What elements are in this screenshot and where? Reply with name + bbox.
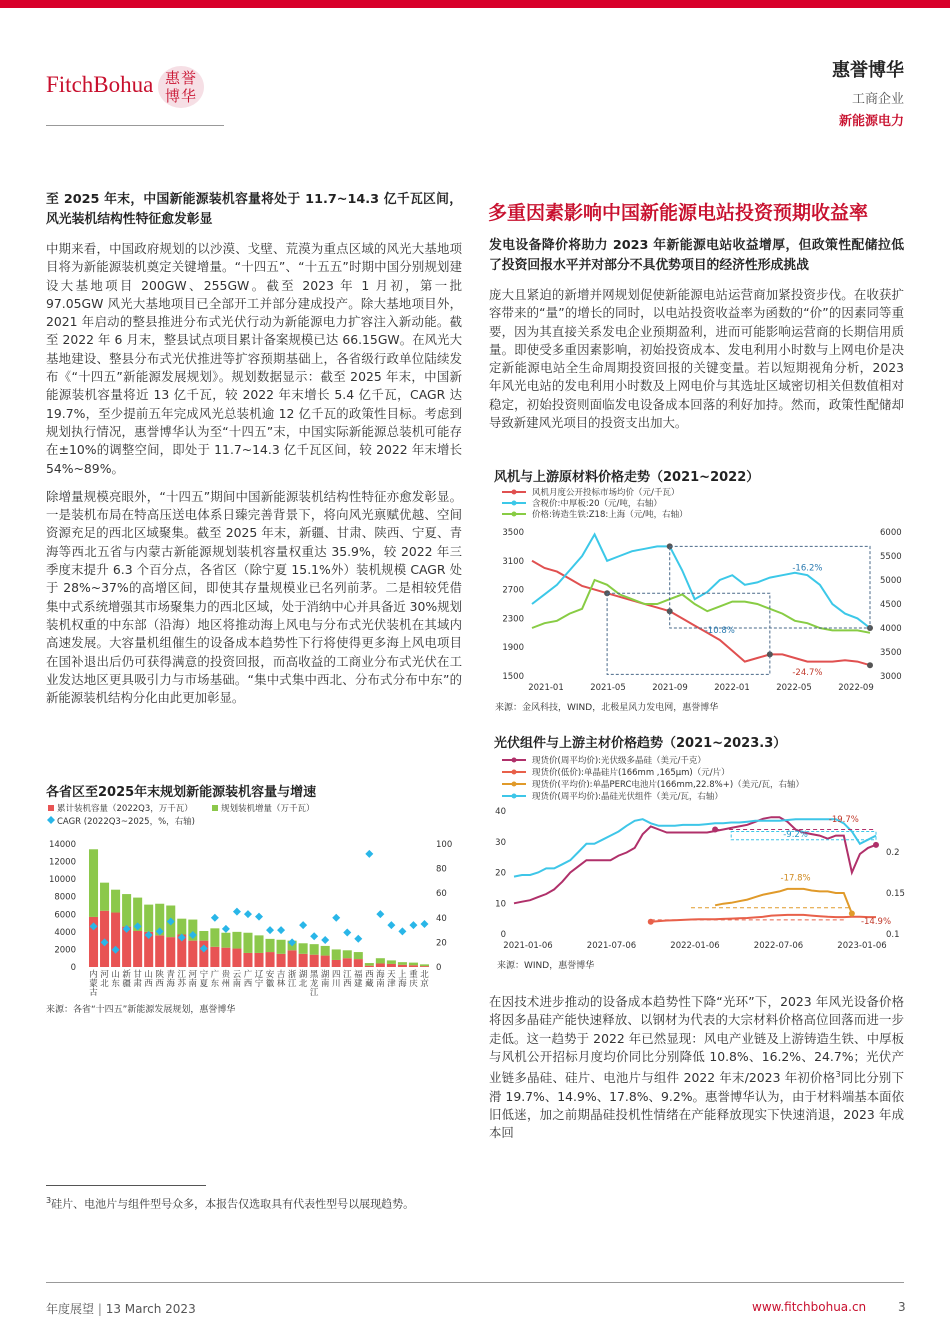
- company-name: 惠誉博华: [832, 60, 904, 81]
- bar-cumulative: [310, 955, 319, 967]
- category-char: 林: [276, 979, 286, 989]
- bar-cumulative: [243, 953, 252, 967]
- bar-increment: [387, 960, 396, 964]
- bar-cumulative: [420, 966, 429, 967]
- y-tick-right: 0: [436, 963, 442, 973]
- x-tick-label: 2021-05: [590, 683, 626, 693]
- y-tick-right: 4000: [880, 624, 902, 634]
- category-char: 东: [210, 979, 220, 989]
- category-char: 苏: [177, 979, 187, 989]
- category-char: 山: [144, 970, 153, 980]
- category-label: [409, 969, 418, 989]
- logo-divider: [46, 125, 224, 126]
- annotation-label: -16.2%: [792, 563, 823, 574]
- cagr-point: [354, 935, 362, 943]
- category-char: 重: [409, 970, 418, 980]
- y-tick-right: 60: [436, 889, 447, 900]
- category-label: [255, 970, 264, 989]
- right-paragraph-2: [489, 993, 904, 1143]
- bar-cumulative: [232, 949, 241, 967]
- wind-chart-title: 风机与上游原材料价格走势（2021~2022）: [494, 470, 760, 485]
- right-paragraph-1: 庞大且紧迫的新增并网规划促使新能源电站运营商加紧投资步伐。在收获扩容带来的“量”的增长的同时，以电站投资收益率为函数的“价”的因素同等重要，因为其直接关系发电企业预期盈利，进而可能影响运营商的长期信用质量。即使受多重因素影响，初始投资成本、发电利用小时数与上网电价是决定新能源电站全生命周期投资回报的关键变量。若以短期视角分析，2023 年风光电站的发电利用小时数及上网电价与其选址区域密切相关但数值相对稳定，初始投资则面临发电设备成本回落的利好加持。然而，政策性配储却导致新建风光项目的投资支出加大。: [489, 287, 904, 431]
- category-label: [222, 969, 231, 989]
- category-char: 吉: [276, 970, 286, 980]
- right-column-bottom: [489, 993, 904, 1143]
- y-tick-left: 2000: [54, 945, 76, 956]
- cagr-point: [409, 921, 417, 929]
- y-tick-left: 2300: [502, 614, 524, 625]
- annotation-label: -10.8%: [704, 625, 735, 636]
- category-label: [321, 969, 330, 989]
- y-tick-right: 100: [436, 840, 453, 850]
- marker-point: [873, 842, 879, 848]
- y-tick-right: 5500: [880, 552, 902, 562]
- category-char: 湖: [320, 970, 330, 980]
- category-char: 辽: [254, 970, 264, 980]
- y-tick-right: 40: [436, 913, 447, 924]
- category-char: 四: [331, 970, 341, 980]
- right-paragraph-2-text: 在因技术进步推动的设备成本趋势性下降“光环”下，2023 年风光设备价格将因多晶硅产能快速释放、以钢材为代表的大宗材料价格高位回落而进一步走低。这一趋势于 2022 年已然显现：风电产业链及上游铸造生铁、中厚板与风机公开招标月度均价同比分别降低 10.8%、16.2%、24.7%；光伏产业链多晶硅、硅片、电池片与组件 2022 年末/2023 年初价格: [489, 994, 904, 1086]
- y-tick-left: 12000: [48, 857, 76, 868]
- bar-cumulative: [111, 913, 120, 967]
- category-char: 江: [309, 988, 319, 998]
- sector-label: 工商企业: [851, 92, 904, 107]
- province-capacity-chart: [40, 800, 465, 1000]
- category-char: 河: [188, 970, 198, 980]
- category-label: [166, 969, 175, 989]
- bar-increment: [321, 946, 330, 956]
- category-label: [277, 969, 286, 989]
- series-line: [532, 561, 870, 665]
- category-char: 蒙: [89, 979, 98, 989]
- category-label: [343, 970, 352, 989]
- series-line: [514, 819, 876, 876]
- bar-increment: [232, 932, 241, 949]
- category-char: 陕: [155, 970, 164, 980]
- category-label: [310, 970, 319, 998]
- series-line: [532, 534, 870, 628]
- bar-cumulative: [321, 956, 330, 967]
- y-tick-left: 8000: [54, 892, 76, 903]
- category-label: [100, 970, 109, 989]
- category-char: 黑: [309, 970, 319, 980]
- bar-increment: [332, 949, 341, 960]
- legend-marker: [512, 794, 517, 799]
- annotation-label: -19.7%: [828, 814, 859, 825]
- bar-cumulative: [409, 965, 418, 967]
- cagr-point: [321, 936, 329, 944]
- cagr-point: [266, 926, 274, 934]
- annotation-label: -14.9%: [860, 917, 892, 928]
- category-label: [211, 969, 220, 989]
- pv-price-chart: [492, 750, 912, 956]
- series-line: [715, 889, 852, 914]
- x-tick-label: 2022-07-06: [753, 941, 804, 951]
- category-char: 江: [177, 970, 187, 980]
- cagr-point: [299, 921, 307, 929]
- right-paragraph-2-rest: 同比分别下滑 19.7%、14.9%、17.8%、9.2%。惠誉博华认为，由于材料端基本面依旧低迷，加之前期晶硅投机性情绪在产能释放现实下快速消退，2023 年成本回: [489, 1070, 904, 1141]
- left-paragraph-1: 中期来看，中国政府规划的以沙漠、戈壁、荒漠为重点区域的风光大基地项目将为新能源装机奠定关键增量。“十四五”、“十五五”时期中国分别规划建设大基地项目 200GW、255GW。截至 2023 年 1 月初，第一批 97.05GW 风光大基地项目已全部开工并部分建成投产。除大基地项目外，2021 年启动的整县推进分布式光伏行动为新能源电力扩容注入新动能。截至 2022 年 6 月末，整县试点项目累计备案规模已达 66.15GW。在风光大基地建设、整县分布式光伏推进等扩容预期基础上，各省级行政单位陆续发布《“十四五”新能源发展规划》。规划数据显示：截至 2025 年末，中国新能源装机容量将近 13 亿千瓦，较 2022 年末增长 5.4 亿千瓦，CAGR 达 19.7%，至少提前五年完成风光总装机逾 12 亿千瓦的政策性目标。考虑到规划执行情况，惠誉博华认为至“十四五”末，中国实际新能源总装机可能存在±10%的调整空间，即处于 11.7~14.3 亿千瓦区间，较 2022 年末增长 54%~89%。: [46, 241, 462, 476]
- bar-increment: [221, 933, 230, 948]
- cagr-point: [420, 920, 428, 928]
- category-char: 西: [144, 979, 153, 989]
- category-char: 内: [89, 970, 98, 980]
- category-char: 夏: [199, 979, 209, 989]
- section-title: 多重因素影响中国新能源电站投资预期收益率: [488, 202, 869, 224]
- bar-cumulative: [155, 935, 164, 967]
- x-tick-label: 2022-05: [776, 683, 812, 693]
- bar-increment: [254, 935, 263, 953]
- wind-price-chart: [492, 484, 912, 698]
- category-label: [398, 969, 407, 989]
- category-char: 西: [155, 979, 164, 989]
- y-tick-left: 1900: [502, 643, 524, 654]
- category-char: 肃: [133, 979, 142, 989]
- bar-increment: [111, 890, 120, 913]
- category-char: 山: [111, 970, 120, 980]
- category-char: 南: [232, 979, 242, 989]
- wind-chart-source: 来源：金风科技，WIND，北极星风力发电网，惠誉博华: [495, 703, 719, 713]
- bar-chart-source: 来源：各省“十四五”新能源发展规划，惠誉博华: [46, 1005, 236, 1015]
- x-tick-label: 2022-09: [838, 683, 874, 693]
- category-label: [244, 969, 253, 989]
- category-label: [420, 969, 429, 989]
- x-tick-label: 2021-07-06: [586, 941, 637, 951]
- bar-cumulative: [210, 947, 219, 967]
- category-char: 天: [387, 970, 396, 980]
- logo-seal: [158, 66, 204, 108]
- y-tick-right: 6000: [880, 528, 902, 538]
- footer-divider: [46, 1282, 904, 1283]
- x-tick-label: 2022-01-06: [670, 941, 720, 951]
- bar-cumulative: [166, 937, 175, 967]
- y-tick-right: 20: [436, 938, 447, 949]
- bar-cumulative: [343, 958, 352, 967]
- category-label: [144, 969, 153, 989]
- bar-increment: [398, 962, 407, 965]
- category-label: [200, 969, 209, 989]
- category-char: 海: [376, 970, 385, 980]
- category-char: 海: [398, 979, 407, 989]
- footnote-marker: 3: [46, 1196, 52, 1205]
- category-char: 北: [298, 979, 308, 989]
- bar-cumulative: [221, 948, 230, 967]
- y-tick-right: 3000: [880, 672, 902, 682]
- fitchbohua-logo: [46, 66, 216, 108]
- series-line: [651, 915, 876, 922]
- bar-increment: [210, 928, 219, 946]
- pv-chart-title: 光伏组件与上游主材价格趋势（2021~2023.3）: [494, 736, 787, 751]
- y-tick-left: 30: [495, 837, 506, 848]
- cagr-point: [387, 921, 395, 929]
- category-char: 疆: [122, 979, 131, 989]
- category-char: 湖: [298, 970, 308, 980]
- y-tick-left: 6000: [54, 910, 76, 921]
- bar-increment: [144, 905, 153, 932]
- cagr-point: [222, 925, 230, 933]
- footer-report: 年度展望: [46, 1302, 95, 1316]
- cagr-point: [255, 913, 263, 921]
- cagr-point: [376, 910, 384, 918]
- bar-increment: [199, 931, 208, 941]
- bar-increment: [243, 933, 252, 953]
- category-char: 川: [331, 979, 341, 989]
- category-label: [133, 969, 142, 989]
- annotation-label: -17.8%: [780, 873, 811, 884]
- category-char: 云: [232, 970, 242, 980]
- bar-increment: [89, 849, 98, 917]
- category-char: 南: [320, 979, 330, 989]
- category-char: 州: [221, 979, 231, 989]
- category-char: 安: [265, 970, 275, 980]
- y-tick-right: 3500: [880, 648, 902, 658]
- category-char: 广: [210, 970, 220, 980]
- legend-swatch-increment: [212, 805, 218, 811]
- subsector-label: 新能源电力: [838, 114, 904, 129]
- category-char: 福: [354, 970, 363, 980]
- legend-marker: [512, 501, 517, 506]
- bar-increment: [376, 958, 385, 963]
- category-char: 海: [166, 979, 175, 989]
- category-char: 宁: [254, 979, 264, 989]
- bar-increment: [420, 964, 429, 966]
- category-char: 西: [343, 979, 352, 989]
- marker-point: [712, 826, 718, 832]
- legend-label: 现货价(平均价):单晶PERC电池片(166mm,22.8%+)（美元/瓦，右轴）: [532, 780, 805, 790]
- x-tick-label: 2021-01-06: [503, 941, 553, 951]
- category-label: [155, 969, 164, 989]
- category-char: 西: [243, 979, 253, 989]
- y-tick-left: 0: [70, 963, 76, 973]
- y-tick-left: 3100: [502, 556, 524, 567]
- category-char: 建: [354, 979, 363, 989]
- y-tick-left: 3500: [502, 528, 524, 538]
- legend-label: 含税价:中厚板:20（元/吨，右轴）: [532, 499, 662, 509]
- category-label: [266, 969, 275, 989]
- legend-marker: [512, 758, 517, 763]
- category-char: 江: [343, 970, 352, 980]
- category-label: [376, 969, 385, 989]
- category-char: 北: [420, 970, 429, 980]
- cagr-point: [332, 914, 340, 922]
- category-label: [111, 969, 120, 989]
- category-label: [332, 970, 341, 989]
- category-char: 西: [365, 970, 374, 980]
- legend-marker: [512, 770, 517, 775]
- y-tick-left: 10000: [48, 875, 76, 886]
- bar-cumulative: [376, 963, 385, 967]
- bar-increment: [299, 943, 308, 954]
- bar-increment: [354, 952, 363, 959]
- y-tick-left: 20: [495, 868, 506, 879]
- legend-label: 风机月度公开投标市场均价（元/千瓦）: [532, 488, 680, 498]
- marker-point: [867, 662, 873, 668]
- y-tick-left: 14000: [48, 840, 76, 850]
- cagr-point: [310, 932, 318, 940]
- category-label: [387, 970, 396, 989]
- cagr-point: [398, 927, 406, 935]
- y-tick-left: 2700: [502, 585, 524, 596]
- category-char: 宁: [199, 970, 209, 980]
- x-tick-label: 2021-01: [528, 683, 564, 693]
- y-tick-left: 10: [495, 899, 506, 910]
- category-char: 徽: [265, 979, 275, 989]
- category-label: [122, 969, 131, 989]
- bar-cumulative: [398, 965, 407, 967]
- cagr-point: [244, 910, 252, 918]
- category-label: [365, 970, 374, 989]
- bar-increment: [310, 944, 319, 955]
- category-char: 浙: [287, 970, 297, 980]
- bar-cumulative: [354, 959, 363, 967]
- bar-increment: [100, 883, 109, 911]
- bar-cumulative: [277, 954, 286, 967]
- category-char: 青: [166, 970, 175, 980]
- right-column-top: [489, 236, 904, 432]
- y-tick-right: 5000: [880, 576, 902, 586]
- bar-increment: [343, 950, 352, 958]
- footnote-ref: 3: [835, 1070, 841, 1080]
- legend-label-cumulative: 累计装机容量（2022Q3，万千瓦）: [57, 804, 193, 814]
- category-char: 京: [420, 979, 429, 989]
- legend-label: 现货价(低价):单晶硅片(166mm ,165μm)（元/片）: [532, 768, 730, 778]
- page-number: 3: [898, 1300, 906, 1314]
- x-tick-label: 2021-09: [652, 683, 688, 693]
- category-char: 藏: [365, 979, 374, 989]
- marker-point: [648, 919, 654, 925]
- bar-increment: [409, 963, 418, 966]
- bar-cumulative: [188, 941, 197, 967]
- category-char: 津: [387, 979, 396, 989]
- legend-swatch-cagr: [47, 816, 55, 824]
- category-label: [233, 970, 242, 989]
- footer-left: 年度展望 | 13 March 2023: [46, 1302, 196, 1316]
- series-line: [532, 580, 870, 633]
- bar-cumulative: [387, 964, 396, 967]
- y-tick-left: 40: [495, 807, 506, 817]
- bar-increment: [266, 939, 275, 952]
- y-tick-right: 0.2: [886, 848, 900, 858]
- category-label: [354, 969, 363, 989]
- category-char: 江: [287, 979, 297, 989]
- left-column: [46, 190, 462, 707]
- legend-marker: [512, 512, 517, 517]
- y-tick-left: 4000: [54, 927, 76, 938]
- category-char: 甘: [133, 970, 142, 980]
- x-tick-label: 2023-01-06: [837, 941, 887, 951]
- bar-increment: [365, 963, 374, 966]
- category-char: 河: [100, 970, 109, 980]
- footnote-divider: [46, 1185, 206, 1186]
- bar-chart-title: 各省区至2025年末规划新能源装机容量与增速: [46, 785, 317, 800]
- cagr-point: [233, 908, 241, 916]
- left-lead-heading: 至 2025 年末，中国新能源装机容量将处于 11.7~14.3 亿千瓦区间，风光装机结构性特征愈发彰显: [46, 192, 462, 227]
- category-label: [189, 970, 198, 989]
- x-tick-label: 2022-01: [714, 683, 750, 693]
- legend-marker: [512, 782, 517, 787]
- legend-label-increment: 规划装机增量（万千瓦）: [221, 804, 315, 814]
- legend-label: 现货价(周平均价):光伏级多晶硅（美元/千克）: [532, 756, 706, 766]
- category-char: 南: [188, 979, 198, 989]
- cagr-point: [365, 850, 373, 858]
- annotation-label: -9.2%: [783, 830, 808, 841]
- bar-cumulative: [254, 953, 263, 967]
- left-paragraph-2: 除增量规模亮眼外，“十四五”期间中国新能源装机结构性特征亦愈发彰显。一是装机布局在特高压送电体系日臻完善背景下，将向风光禀赋优越、空间资源充足的西北区域聚集。截至 2025 年末，新疆、甘肃、陕西、宁夏、青海等西北五省与内蒙古新能源规划装机容量权重达 35.9%，较 2022 年三季度末提升 6.3 个百分点，各省区（除宁夏 15.1%外）装机规模 CAGR 处于 28%~37%的高增区间，即使其存量规模业已名列前茅。二是相较凭借集中式系统增强其市场聚集力的西北区域，处于消纳中心并具备近 30%规划装机权重的中东部（沿海）地区将推动海上风电与分布式光伏装机在其域内高速发展。大容量机组催生的设备成本趋势性下行将使得更多海上风电项目在国补退出后仍可获得满意的投资回报，而高收益的工商业分布式光伏在工业发达地区更具吸引力与市场基础。“集中式集中西北、分布式分布中东”的新能源装机结构分化由此更加彰显。: [46, 488, 462, 706]
- bar-increment: [277, 940, 286, 954]
- right-lead-heading: 发电设备降价将助力 2023 年新能源电站收益增厚，但政策性配储拉低了投资回报水平并对部分不具优势项目的经济性形成挑战: [489, 238, 904, 273]
- legend-label: 价格:铸造生铁:Z18:上海（元/吨，右轴）: [532, 510, 688, 520]
- legend-marker: [512, 490, 517, 495]
- category-label: [178, 970, 187, 989]
- category-char: 贵: [221, 970, 231, 980]
- category-char: 古: [89, 988, 98, 998]
- legend-label: 现货价(周平均价):晶硅光伏组件（美元/瓦，右轴）: [532, 792, 723, 802]
- pv-chart-source: 来源：WIND，惠誉博华: [497, 961, 595, 971]
- category-char: 北: [100, 979, 109, 989]
- legend-swatch-cumulative: [48, 805, 54, 811]
- annotation-label: -24.7%: [792, 667, 823, 678]
- y-tick-right: 0.1: [886, 930, 900, 940]
- category-label: [299, 969, 308, 989]
- category-char: 上: [398, 970, 407, 980]
- marker-point: [849, 911, 855, 917]
- category-label: [288, 969, 297, 989]
- footnote-text: 硅片、电池片与组件型号众多，本报告仅选取具有代表性型号以展现趋势。: [51, 1197, 415, 1211]
- category-char: 龙: [309, 979, 319, 989]
- cagr-point: [277, 926, 285, 934]
- bar-cumulative: [266, 952, 275, 967]
- y-tick-right: 4500: [880, 600, 902, 610]
- y-tick-left: 0: [500, 930, 506, 940]
- legend-label-cagr: CAGR (2022Q3~2025，%，右轴): [57, 817, 195, 827]
- bar-cumulative: [133, 931, 142, 967]
- cagr-point: [343, 929, 351, 937]
- footer-url[interactable]: www.fitchbohua.cn: [752, 1300, 867, 1314]
- bar-cumulative: [332, 960, 341, 967]
- footnote: [46, 1192, 466, 1213]
- header-meta: [832, 56, 904, 129]
- logo-seal-text: 惠誉博华: [165, 69, 198, 105]
- footer-date: 13 March 2023: [105, 1302, 196, 1316]
- bar-cumulative: [365, 966, 374, 967]
- bar-increment: [177, 919, 186, 935]
- y-tick-right: 0.15: [886, 889, 905, 899]
- bar-increment: [122, 894, 131, 927]
- category-char: 新: [122, 970, 131, 980]
- category-char: 庆: [409, 979, 418, 989]
- y-tick-right: 80: [436, 864, 447, 875]
- category-char: 东: [111, 979, 120, 989]
- y-tick-left: 1500: [502, 672, 524, 682]
- category-char: 南: [376, 979, 385, 989]
- bar-cumulative: [299, 954, 308, 967]
- bar-cumulative: [288, 950, 297, 967]
- top-accent-bar: [0, 0, 950, 8]
- cagr-point: [211, 914, 219, 922]
- logo-wordmark: FitchBohua: [46, 72, 154, 97]
- category-label: [89, 969, 98, 998]
- category-char: 广: [243, 970, 253, 980]
